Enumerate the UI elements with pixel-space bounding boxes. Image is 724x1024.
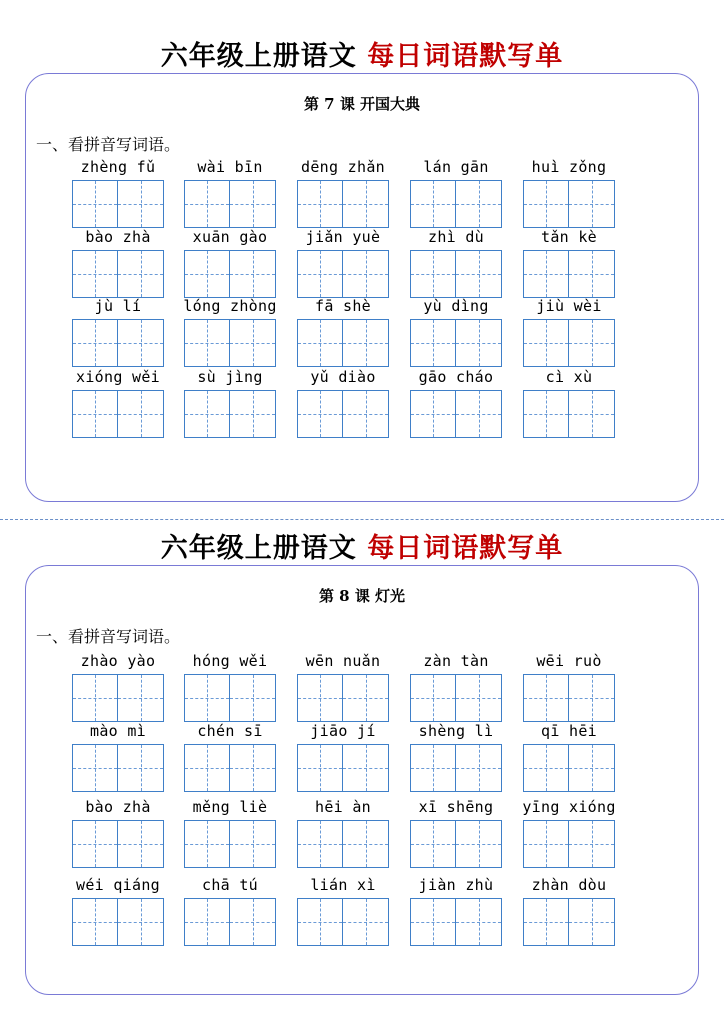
tianzige-box[interactable]: [118, 250, 164, 298]
tianzige-box[interactable]: [72, 898, 118, 946]
pinyin-label: yù dìng: [423, 297, 489, 315]
pinyin-label: hóng wěi: [192, 652, 268, 670]
tianzige-box[interactable]: [569, 250, 615, 298]
tianzige-box[interactable]: [343, 674, 389, 722]
pinyin-label: chén sī: [197, 722, 263, 740]
tianzige-box[interactable]: [184, 250, 230, 298]
tianzige-box[interactable]: [297, 744, 343, 792]
pinyin-label: jù lí: [94, 297, 142, 315]
tianzige-box[interactable]: [118, 820, 164, 868]
pinyin-label: lóng zhòng: [183, 297, 277, 315]
tianzige-box[interactable]: [230, 250, 276, 298]
tianzige-box[interactable]: [523, 250, 569, 298]
tianzige-box[interactable]: [118, 674, 164, 722]
writing-boxes[interactable]: [184, 180, 276, 228]
tianzige-box[interactable]: [72, 250, 118, 298]
tianzige-box[interactable]: [297, 674, 343, 722]
writing-boxes[interactable]: [72, 744, 164, 792]
writing-boxes[interactable]: [523, 744, 615, 792]
tianzige-box[interactable]: [569, 820, 615, 868]
tianzige-box[interactable]: [184, 744, 230, 792]
pinyin-label: jiāo jí: [310, 722, 376, 740]
tianzige-box[interactable]: [297, 820, 343, 868]
pinyin-label: gāo cháo: [418, 368, 494, 386]
tianzige-box[interactable]: [569, 744, 615, 792]
writing-boxes[interactable]: [72, 820, 164, 868]
writing-boxes[interactable]: [410, 898, 502, 946]
writing-boxes[interactable]: [297, 180, 389, 228]
tianzige-box[interactable]: [456, 390, 502, 438]
tianzige-box[interactable]: [343, 744, 389, 792]
tianzige-box[interactable]: [72, 820, 118, 868]
pinyin-label: xuān gào: [192, 228, 268, 246]
tianzige-box[interactable]: [523, 744, 569, 792]
writing-boxes[interactable]: [523, 250, 615, 298]
tianzige-box[interactable]: [230, 744, 276, 792]
tianzige-box[interactable]: [343, 319, 389, 367]
tianzige-box[interactable]: [297, 319, 343, 367]
worksheet-panel: [25, 565, 699, 995]
tianzige-box[interactable]: [184, 820, 230, 868]
tianzige-box[interactable]: [230, 674, 276, 722]
tianzige-box[interactable]: [410, 674, 456, 722]
tianzige-box[interactable]: [456, 744, 502, 792]
tianzige-box[interactable]: [230, 319, 276, 367]
tianzige-box[interactable]: [72, 180, 118, 228]
tianzige-box[interactable]: [343, 820, 389, 868]
tianzige-box[interactable]: [118, 180, 164, 228]
tianzige-box[interactable]: [230, 390, 276, 438]
tianzige-box[interactable]: [297, 250, 343, 298]
pinyin-label: lán gān: [423, 158, 489, 176]
writing-boxes[interactable]: [72, 390, 164, 438]
writing-boxes[interactable]: [184, 319, 276, 367]
tianzige-box[interactable]: [456, 898, 502, 946]
pinyin-label: jiàn zhù: [418, 876, 494, 894]
tianzige-box[interactable]: [410, 250, 456, 298]
tianzige-box[interactable]: [569, 898, 615, 946]
tianzige-box[interactable]: [184, 180, 230, 228]
pinyin-label: zhì dù: [428, 228, 484, 246]
tianzige-box[interactable]: [72, 390, 118, 438]
tianzige-box[interactable]: [456, 319, 502, 367]
writing-boxes[interactable]: [297, 319, 389, 367]
tianzige-box[interactable]: [410, 820, 456, 868]
tianzige-box[interactable]: [410, 898, 456, 946]
tianzige-box[interactable]: [523, 674, 569, 722]
lesson-title: 第 7 课 开国大典: [303, 95, 421, 113]
pinyin-label: yǔ diào: [310, 368, 376, 386]
writing-boxes[interactable]: [72, 898, 164, 946]
pinyin-label: lián xì: [310, 876, 376, 894]
pinyin-label: wēn nuǎn: [305, 652, 381, 670]
pinyin-label: wēi ruò: [536, 652, 602, 670]
tianzige-box[interactable]: [456, 250, 502, 298]
writing-boxes[interactable]: [72, 180, 164, 228]
tianzige-box[interactable]: [410, 180, 456, 228]
pinyin-label: xióng wěi: [76, 368, 160, 386]
tianzige-box[interactable]: [456, 820, 502, 868]
writing-boxes[interactable]: [410, 180, 502, 228]
pinyin-label: hēi àn: [315, 798, 371, 816]
writing-boxes[interactable]: [184, 390, 276, 438]
tianzige-box[interactable]: [184, 390, 230, 438]
tianzige-box[interactable]: [456, 674, 502, 722]
pinyin-label: wài bīn: [197, 158, 263, 176]
writing-boxes[interactable]: [523, 390, 615, 438]
tianzige-box[interactable]: [297, 180, 343, 228]
pinyin-label: jiù wèi: [536, 297, 602, 315]
pinyin-label: fā shè: [315, 297, 371, 315]
tianzige-box[interactable]: [118, 319, 164, 367]
writing-boxes[interactable]: [72, 250, 164, 298]
writing-boxes[interactable]: [184, 820, 276, 868]
pinyin-label: sù jìng: [197, 368, 263, 386]
tianzige-box[interactable]: [410, 744, 456, 792]
tianzige-box[interactable]: [569, 319, 615, 367]
tianzige-box[interactable]: [410, 319, 456, 367]
writing-boxes[interactable]: [523, 674, 615, 722]
cut-line: [0, 519, 724, 520]
title-grade: 六年级上册语文: [160, 41, 357, 72]
pinyin-label: mào mì: [90, 722, 146, 740]
writing-boxes[interactable]: [184, 744, 276, 792]
section-heading: 一、看拼音写词语。: [36, 135, 181, 154]
tianzige-box[interactable]: [72, 744, 118, 792]
writing-boxes[interactable]: [297, 898, 389, 946]
worksheet-title: [0, 34, 724, 73]
worksheet-title: [0, 526, 724, 565]
writing-boxes[interactable]: [184, 898, 276, 946]
writing-boxes[interactable]: [410, 390, 502, 438]
writing-boxes[interactable]: [297, 744, 389, 792]
tianzige-box[interactable]: [523, 319, 569, 367]
pinyin-label: qī hēi: [541, 722, 597, 740]
pinyin-label: měng liè: [192, 798, 268, 816]
writing-boxes[interactable]: [297, 390, 389, 438]
pinyin-label: shèng lì: [418, 722, 494, 740]
tianzige-box[interactable]: [456, 180, 502, 228]
tianzige-box[interactable]: [118, 898, 164, 946]
writing-boxes[interactable]: [523, 319, 615, 367]
writing-boxes[interactable]: [410, 820, 502, 868]
tianzige-box[interactable]: [523, 180, 569, 228]
writing-boxes[interactable]: [297, 250, 389, 298]
tianzige-box[interactable]: [343, 180, 389, 228]
pinyin-label: bào zhà: [85, 798, 151, 816]
writing-boxes[interactable]: [410, 744, 502, 792]
writing-boxes[interactable]: [297, 674, 389, 722]
pinyin-label: zàn tàn: [423, 652, 489, 670]
title-dictation: 每日词语默写单: [367, 41, 564, 72]
writing-boxes[interactable]: [523, 898, 615, 946]
tianzige-box[interactable]: [523, 390, 569, 438]
writing-boxes[interactable]: [297, 820, 389, 868]
tianzige-box[interactable]: [297, 898, 343, 946]
title-dictation: 每日词语默写单: [367, 533, 564, 564]
tianzige-box[interactable]: [410, 390, 456, 438]
lesson-title: 第 8 课 灯光: [318, 587, 406, 605]
writing-boxes[interactable]: [523, 180, 615, 228]
section-heading: 一、看拼音写词语。: [36, 627, 181, 646]
tianzige-box[interactable]: [569, 180, 615, 228]
title-grade: 六年级上册语文: [160, 533, 357, 564]
writing-boxes[interactable]: [410, 319, 502, 367]
tianzige-box[interactable]: [343, 250, 389, 298]
pinyin-label: dēng zhǎn: [301, 158, 385, 176]
writing-boxes[interactable]: [410, 250, 502, 298]
pinyin-label: wéi qiáng: [76, 876, 160, 894]
tianzige-box[interactable]: [118, 390, 164, 438]
tianzige-box[interactable]: [184, 898, 230, 946]
pinyin-label: zhào yào: [80, 652, 156, 670]
tianzige-box[interactable]: [184, 674, 230, 722]
tianzige-box[interactable]: [184, 319, 230, 367]
pinyin-label: chā tú: [202, 876, 258, 894]
pinyin-label: bào zhà: [85, 228, 151, 246]
pinyin-label: huì zǒng: [531, 158, 607, 176]
tianzige-box[interactable]: [72, 319, 118, 367]
pinyin-label: xī shēng: [418, 798, 494, 816]
pinyin-label: jiǎn yuè: [305, 228, 381, 246]
tianzige-box[interactable]: [72, 674, 118, 722]
tianzige-box[interactable]: [569, 390, 615, 438]
pinyin-label: yīng xióng: [522, 798, 616, 816]
pinyin-label: tǎn kè: [541, 228, 597, 246]
tianzige-box[interactable]: [523, 820, 569, 868]
tianzige-box[interactable]: [569, 674, 615, 722]
tianzige-box[interactable]: [230, 180, 276, 228]
writing-boxes[interactable]: [184, 674, 276, 722]
writing-boxes[interactable]: [410, 674, 502, 722]
worksheet-panel: [25, 73, 699, 502]
tianzige-box[interactable]: [230, 820, 276, 868]
tianzige-box[interactable]: [297, 390, 343, 438]
writing-boxes[interactable]: [72, 319, 164, 367]
pinyin-label: cì xù: [545, 368, 593, 386]
tianzige-box[interactable]: [230, 898, 276, 946]
pinyin-label: zhèng fǔ: [80, 158, 156, 176]
writing-boxes[interactable]: [523, 820, 615, 868]
pinyin-label: zhàn dòu: [531, 876, 607, 894]
tianzige-box[interactable]: [343, 390, 389, 438]
tianzige-box[interactable]: [523, 898, 569, 946]
tianzige-box[interactable]: [118, 744, 164, 792]
tianzige-box[interactable]: [343, 898, 389, 946]
writing-boxes[interactable]: [72, 674, 164, 722]
writing-boxes[interactable]: [184, 250, 276, 298]
